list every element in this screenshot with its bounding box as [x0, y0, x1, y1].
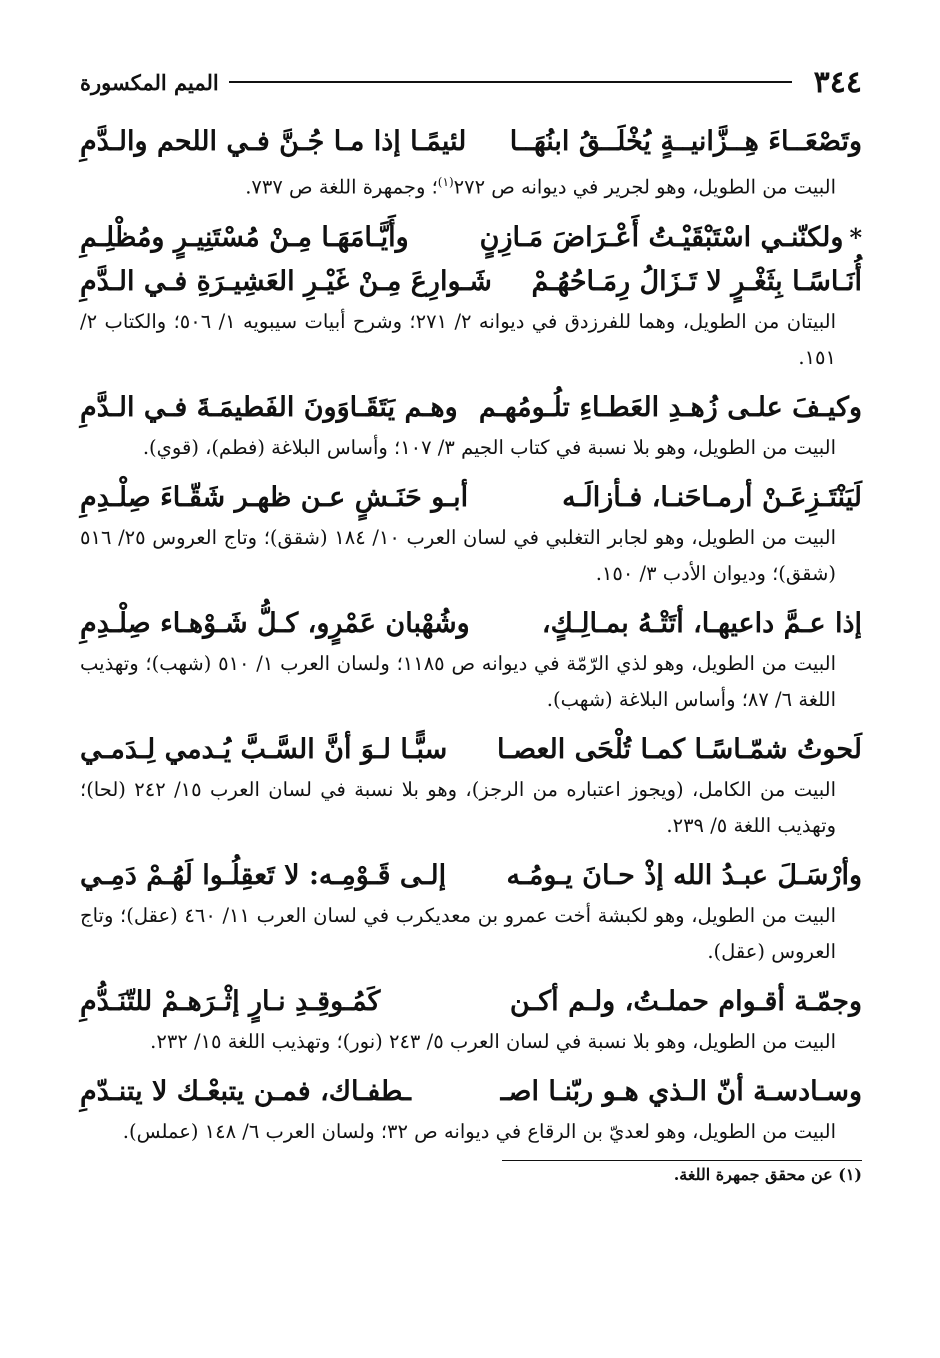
commentary: البيت من الطويل، وهو لجابر التغلبي في لسان العرب ١٠/ ١٨٤ (شقق)؛ وتاج العروس ٢٥/ ٥١٦ (شقق)؛ وديوان الأدب ٣/ ١٥٠.	[80, 525, 836, 585]
poetry-entry	[80, 120, 862, 206]
verse-first-hemistich	[497, 728, 862, 772]
verse-second-hemistich: إلـى قَـوْمِـه: لا تَعقِلُـوا لَهُـمْ دَمِـي	[80, 859, 447, 891]
hemistich-text: أُنَـاسًـا بِثَغْـرٍ لا تَـزَالُ رِمَـاحُهُـمْ	[531, 265, 862, 297]
commentary-text: البيت من الطويل، وهو لجرير في ديوانه ص ٢٧٢	[453, 175, 836, 199]
verse-second-hemistich: سبًّـا لـوَ أنَّ السَّـبَّ يُـدمي لِـدَمـي	[80, 733, 448, 765]
poetry-entry	[80, 216, 862, 376]
verse-first-hemistich	[501, 1070, 862, 1114]
hemistich-text: ولكنّنـي اسْتَبْقَيْـتُ أَعْـرَاضَ مَـازِنٍ	[479, 221, 844, 253]
verse-first-hemistich	[532, 260, 863, 304]
verse-line	[80, 216, 862, 260]
poetry-entry	[80, 386, 862, 466]
verse-second-hemistich: وهـم يَتَقَـاوَونَ الفَطيمَـةَ فـي الـدَّمِ	[80, 391, 458, 423]
footnote-ref: (١)	[437, 175, 454, 189]
verse-first-hemistich	[507, 854, 862, 898]
hemistich-text: لَيَنْتَـزِعَـنْ أرمـاحَنـا، فـأزالَـه	[562, 481, 862, 513]
poetry-entry	[80, 854, 862, 970]
verse-first-hemistich	[480, 216, 862, 260]
hemistich-text: إذا عـمَّ داعيهـا، أتَتْـهُ بمـالِـكٍ،	[541, 607, 862, 639]
verse-second-hemistich: لئيمًـا إذا مـا جُـنَّ فـي اللحم والـدَّمِ	[80, 126, 467, 157]
poetry-entry	[80, 1070, 862, 1150]
hemistich-text: لَحوتُ شمّـاسًـا كمـا تُلْحَى العصـا	[496, 733, 862, 765]
verse-line	[80, 980, 862, 1024]
entry-marker: *	[849, 222, 862, 252]
poetry-entry	[80, 602, 862, 718]
verse-line	[80, 386, 862, 430]
poetry-entry	[80, 728, 862, 844]
hemistich-text: وأرْسَـلَ عبـدُ الله إذْ حـانَ يـومُـه	[506, 859, 862, 891]
commentary: البيت من الطويل، وهو بلا نسبة في لسان العرب ٥/ ٢٤٣ (نور)؛ وتهذيب اللغة ١٥/ ٢٣٢.	[150, 1029, 836, 1053]
verse-first-hemistich	[510, 120, 862, 164]
verse-line	[80, 602, 862, 646]
verse-line	[80, 260, 862, 304]
commentary: البيت من الطويل، وهو لعديّ بن الرقاع في ديوانه ص ٣٢؛ ولسان العرب ٦/ ١٤٨ (عملس).	[122, 1119, 836, 1143]
verse-second-hemistich: شَـوارِعَ مِـنْ غَيْـرِ العَشِيـرَةِ فـي الـدَّمِ	[80, 265, 492, 297]
hemistich-text: وكيـفَ علـى زُهـدِ العَطـاءِ تلُـومُهـم	[478, 391, 862, 423]
poetry-entry	[80, 980, 862, 1060]
verse-first-hemistich	[510, 980, 862, 1024]
footnote-rule	[502, 1160, 862, 1161]
verse-line	[80, 1070, 862, 1114]
verse-second-hemistich: ـطفـاك، فمـن يتبعْـك لا يتنـدّمِ	[80, 1075, 411, 1107]
verse-first-hemistich	[562, 476, 862, 520]
commentary: البيت من الطويل، وهو لكبشة أخت عمرو بن معديكرب في لسان العرب ١١/ ٤٦٠ (عقل)؛ وتاج العروس (عقل).	[80, 903, 836, 963]
verse-first-hemistich	[479, 386, 862, 430]
commentary: البيت من الطويل، وهو بلا نسبة في كتاب الجيم ٣/ ١٠٧؛ وأساس البلاغة (فطم)، (قوي).	[142, 435, 836, 459]
running-title: الميم المكسورة	[80, 69, 219, 95]
commentary: البيتان من الطويل، وهما للفرزدق في ديوانه ٢/ ٢٧١؛ وشرح أبيات سيبويه ١/ ٥٠٦؛ والكتاب ٢/ ١٥١.	[80, 309, 836, 369]
verse-line	[80, 728, 862, 772]
hemistich-text: وجمّـة أقـوام حملـتُ، ولـم أكـن	[509, 985, 862, 1017]
verse-second-hemistich: وأَيَّـامَهَـا مِـنْ مُسْتَنِيـرٍ ومُظْلِـمِ	[80, 221, 409, 253]
verse-line	[80, 120, 862, 164]
poetry-entry	[80, 476, 862, 592]
verse-second-hemistich: أبـو حَنَـشٍ عـن ظهـر شَقّـاءَ صِلْـدِمِ	[80, 481, 469, 513]
commentary: البيت من الطويل، وهو لذي الرّمّة في ديوانه ص ١١٨٥؛ ولسان العرب ١/ ٥١٠ (شهب)؛ وتهذيب اللغة ٦/ ٨٧؛ وأساس البلاغة (شهب).	[80, 651, 836, 711]
book-page	[80, 62, 862, 1358]
verse-line	[80, 854, 862, 898]
hemistich-text: وتَصْعَــاءَ هِــزَّانيــةٍ يُخْلَــقُ ابنُهَــا	[509, 126, 862, 157]
commentary: البيت من الكامل، (ويجوز اعتباره من الرجز)، وهو بلا نسبة في لسان العرب ١٥/ ٢٤٢ (لحا)؛ وتهذيب اللغة ٥/ ٢٣٩.	[80, 777, 836, 837]
verse-second-hemistich: كَمُـوقِـدِ نـارٍ إثْـرَهـمْ للتّنَـدُّمِ	[80, 985, 381, 1017]
hemistich-text: وسـادسـة أنّ الـذي هـو ربّنـا اصـ	[500, 1075, 862, 1107]
page-header	[80, 62, 862, 102]
commentary	[80, 164, 836, 206]
verse-first-hemistich	[542, 602, 862, 646]
footnote: (١) عن محقق جمهرة اللغة.	[673, 1164, 862, 1184]
page-number: ٣٤٤	[813, 64, 862, 100]
commentary-text: ؛ وجمهرة اللغة ص ٧٣٧.	[245, 175, 438, 199]
header-rule	[229, 81, 792, 83]
entries-list	[80, 120, 862, 1150]
verse-line	[80, 476, 862, 520]
verse-second-hemistich: وشُهْبان عَمْرٍو، كـلُّ شَـوْهـاء صِلْـدِمِ	[80, 607, 470, 639]
